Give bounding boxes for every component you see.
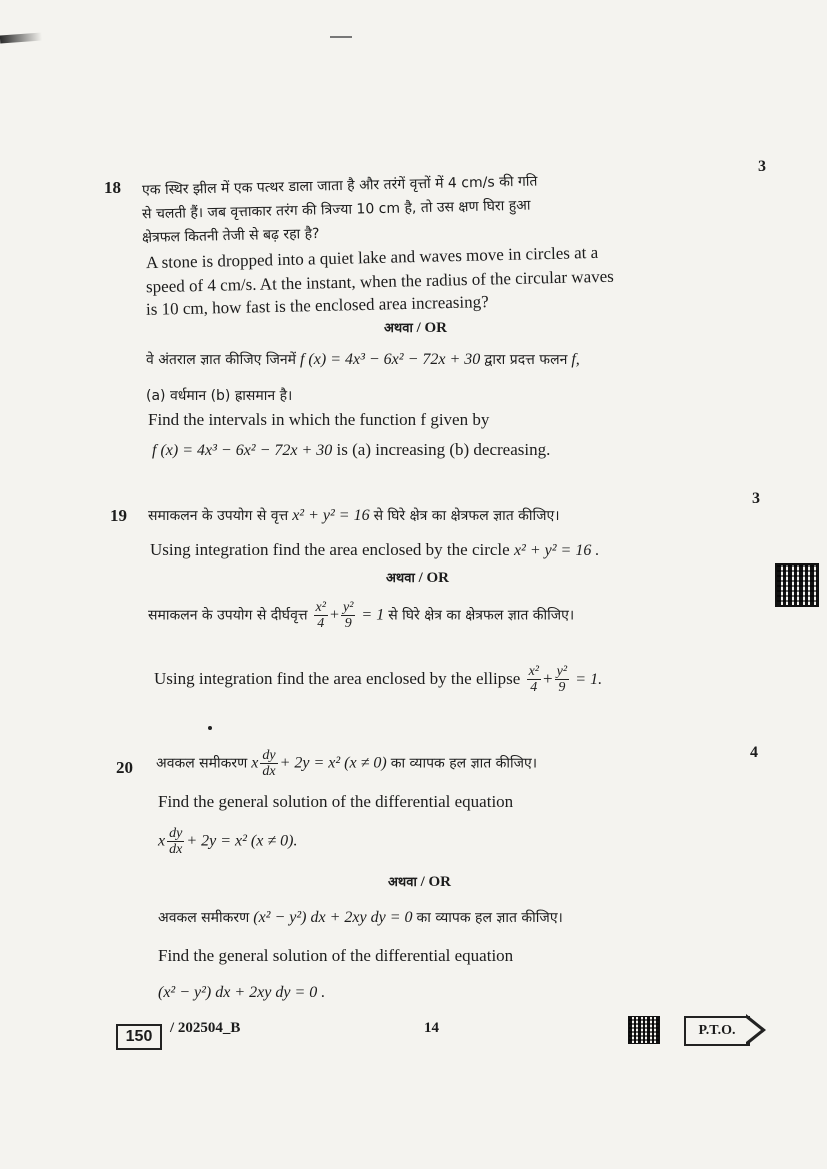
or-divider <box>388 872 451 891</box>
or-hindi: अथवा <box>384 321 413 336</box>
q20-alt-equation: (x² − y²) dx + 2xy dy = 0 <box>253 909 413 926</box>
fraction <box>555 664 569 696</box>
question-marks: 3 <box>752 490 760 507</box>
or-hindi: अथवा <box>388 875 417 890</box>
q20-hindi-text-a: अवकल समीकरण <box>156 755 248 772</box>
fraction-numerator: x² <box>528 664 540 679</box>
question-number: 18 <box>104 178 121 197</box>
fraction <box>527 664 541 696</box>
or-english: OR <box>428 874 452 890</box>
fraction-numerator: y² <box>556 664 568 679</box>
q20-equation-rest: + 2y = x² (x ≠ 0) <box>279 754 387 772</box>
fraction-numerator: y² <box>343 600 354 615</box>
derivative-fraction <box>167 826 184 858</box>
q18-alt-english-function: f (x) = 4x³ − 6x² − 72x + 30 <box>152 442 333 459</box>
plus-sign: + <box>329 606 339 624</box>
q19-english-text: Using integration find the area enclosed by the circle <box>150 540 510 559</box>
q18-hindi-line3: क्षेत्रफल कितनी तेजी से बढ़ रहा है? <box>141 225 320 247</box>
q18-hindi-line2: से चलती हैं। जब वृत्ताकार तरंग की त्रिज्या 10 cm है, तो उस क्षण घिरा हुआ <box>141 197 531 223</box>
fraction <box>341 600 355 632</box>
fraction-denominator: dx <box>169 842 183 858</box>
fraction-denominator: 4 <box>317 616 325 632</box>
q18-hindi-line1: एक स्थिर झील में एक पत्थर डाला जाता है और तरंगें वृत्तों में 4 cm/s की गति <box>141 173 538 199</box>
q18-english-line1: A stone is dropped into a quiet lake and waves move in circles at a <box>145 242 599 273</box>
q20-alt-hindi-text-a: अवकल समीकरण <box>158 910 250 926</box>
fraction-numerator: x² <box>315 600 326 615</box>
fraction-denominator: 9 <box>344 616 352 632</box>
fraction <box>314 600 328 632</box>
or-divider <box>384 318 447 337</box>
q19-hindi-text-a: समाकलन के उपयोग से वृत्त <box>148 508 289 524</box>
q18-english-line3: is 10 cm, how fast is the enclosed area increasing? <box>145 292 489 319</box>
question-number: 20 <box>116 758 133 777</box>
paper-set-code: 150 <box>116 1024 162 1050</box>
q19-english-circle-eq: x² + y² = 16 . <box>513 542 600 559</box>
q20-equation-rest: + 2y = x² (x ≠ 0). <box>186 832 298 850</box>
fraction-denominator: dx <box>262 764 276 780</box>
or-english: OR <box>424 320 448 336</box>
q20-hindi-line <box>156 748 537 780</box>
q19-alt-english-text: Using integration find the area enclosed by the ellipse <box>154 668 521 688</box>
qr-code-icon <box>775 563 819 607</box>
or-separator: / <box>416 874 429 890</box>
or-separator: / <box>414 570 427 586</box>
equals-one: = 1 <box>361 606 385 624</box>
or-english: OR <box>426 570 450 586</box>
q19-hindi-text-b: से घिरे क्षेत्र का क्षेत्रफल ज्ञात कीजिए। <box>373 508 560 524</box>
q20-x: x <box>158 832 166 850</box>
or-divider <box>386 568 449 587</box>
qr-code-small-icon <box>628 1016 660 1044</box>
q20-equation-line <box>158 826 297 858</box>
fraction-denominator: 4 <box>530 680 538 696</box>
q20-alt-equation-line: (x² − y²) dx + 2xy dy = 0 . <box>158 984 326 1001</box>
q19-alt-english-line <box>154 664 602 696</box>
q18-alt-hindi-function: f (x) = 4x³ − 6x² − 72x + 30 <box>299 351 481 368</box>
fraction-numerator: dy <box>262 748 276 763</box>
q18-alt-hindi-line1 <box>146 350 580 369</box>
fraction-denominator: 9 <box>558 680 566 696</box>
q18-alt-hindi-line2: (a) वर्धमान (b) ह्रासमान है। <box>146 388 293 404</box>
q18-alt-hindi-text-b: द्वारा प्रदत्त फलन <box>484 352 568 368</box>
q20-english-line1: Find the general solution of the differential equation <box>158 792 514 811</box>
q20-x: x <box>251 754 259 772</box>
q18-alt-english-line1: Find the intervals in which the function f given by <box>148 410 490 429</box>
q19-hindi-line1 <box>148 506 560 525</box>
or-separator: / <box>412 320 425 336</box>
q20-alt-english-line: Find the general solution of the differential equation <box>158 946 514 965</box>
plus-sign: + <box>543 668 553 688</box>
q18-alt-hindi-text-a: वे अंतराल ज्ञात कीजिए जिनमें <box>146 352 296 368</box>
paper-code: / 202504_B <box>170 1020 241 1036</box>
q18-alt-english-line2 <box>152 440 550 460</box>
q19-hindi-circle-eq: x² + y² = 16 <box>292 507 370 524</box>
q20-alt-hindi-text-b: का व्यापक हल ज्ञात कीजिए। <box>416 910 563 926</box>
q19-english-line1 <box>150 540 599 560</box>
q18-english-line2: speed of 4 cm/s. At the instant, when the radius of the circular waves <box>145 266 614 297</box>
q20-alt-hindi-line <box>158 908 563 927</box>
q18-alt-english-text: is (a) increasing (b) decreasing. <box>336 440 551 459</box>
stray-dot <box>208 726 212 730</box>
q19-alt-hindi-line <box>148 600 574 632</box>
derivative-fraction <box>260 748 277 780</box>
scan-artifact-dash <box>330 36 352 38</box>
question-marks: 4 <box>750 744 758 761</box>
question-marks: 3 <box>758 158 766 175</box>
equals-one-dot: = 1. <box>575 670 603 688</box>
pto-label: P.T.O. <box>684 1016 750 1046</box>
q20-hindi-text-b: का व्यापक हल ज्ञात कीजिए। <box>390 755 538 772</box>
q18-alt-hindi-f: f, <box>571 351 580 368</box>
page-number: 14 <box>424 1020 439 1036</box>
fraction-numerator: dy <box>169 826 183 841</box>
question-number: 19 <box>110 506 127 525</box>
pto-arrow-inner <box>746 1018 761 1042</box>
q19-alt-hindi-text-a: समाकलन के उपयोग से दीर्घवृत्त <box>148 607 308 624</box>
q19-alt-hindi-text-b: से घिरे क्षेत्र का क्षेत्रफल ज्ञात कीजिए। <box>388 607 575 624</box>
scan-artifact <box>0 33 42 44</box>
or-hindi: अथवा <box>386 571 415 586</box>
